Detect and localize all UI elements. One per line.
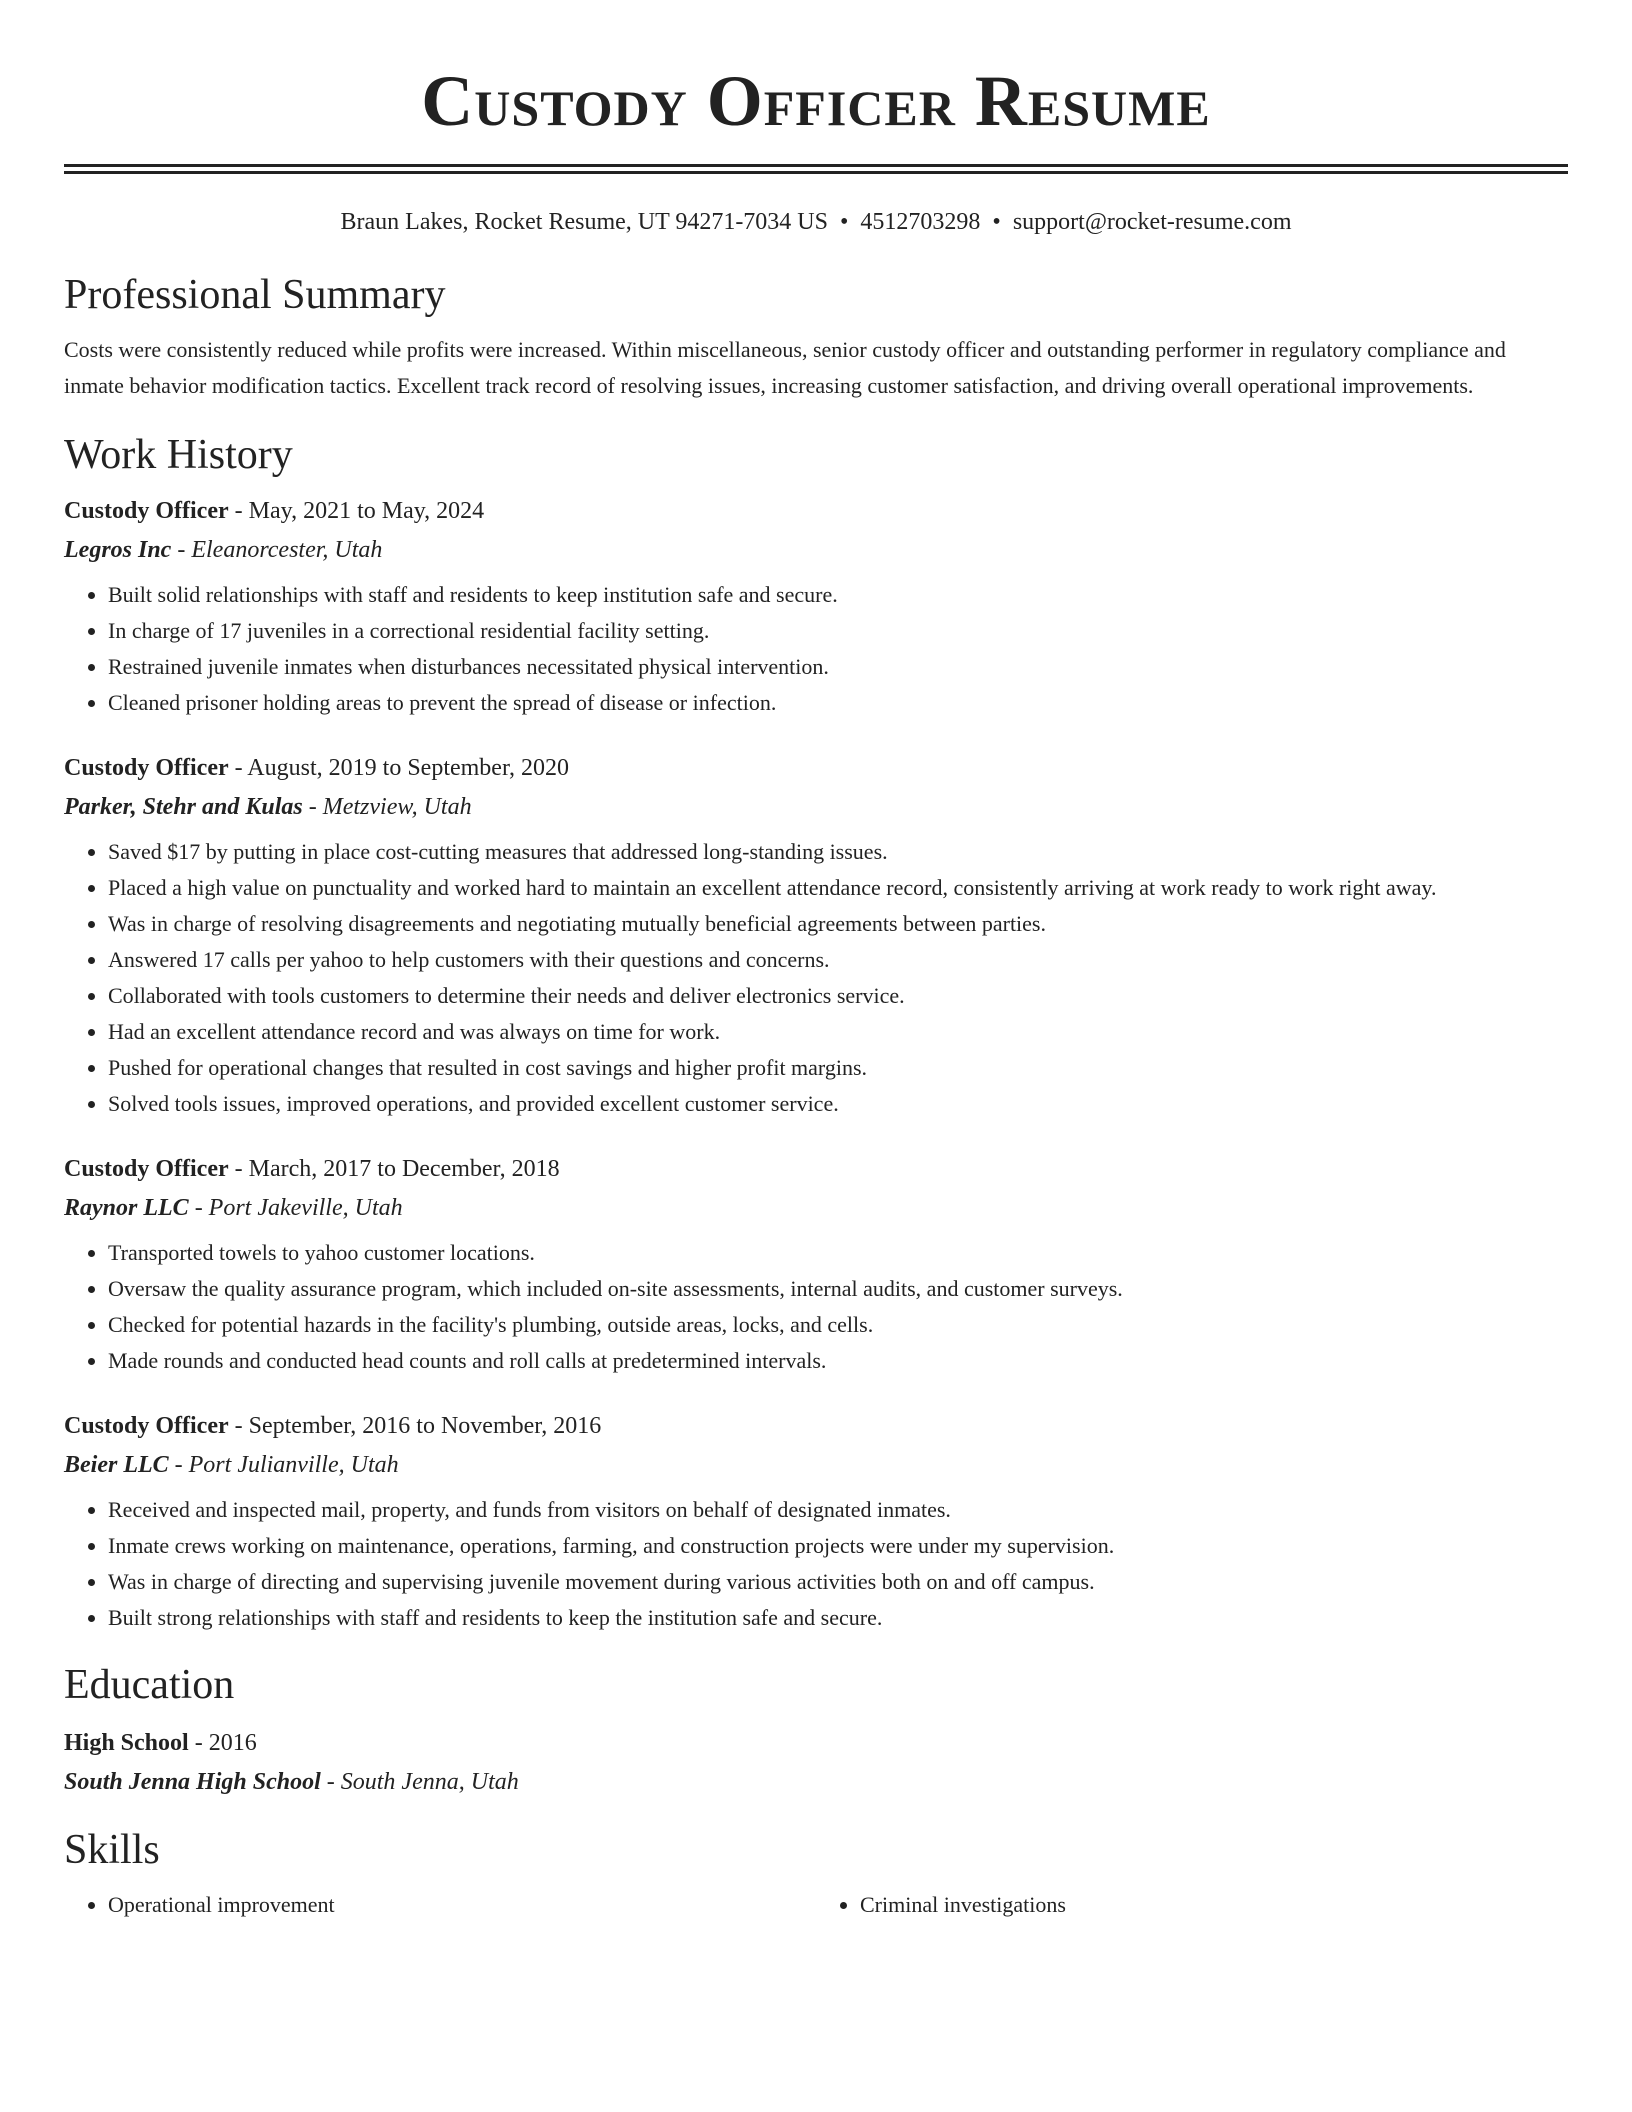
job-company: Beier LLC: [64, 1452, 169, 1478]
job-title: Custody Officer: [64, 498, 229, 524]
job-bullet: • In charge of 17 juveniles in a correctional residential facility setting.: [108, 613, 1568, 649]
job-entry: [64, 751, 1568, 1122]
work-history-heading: Work History: [64, 432, 293, 478]
skills-heading: Skills: [64, 1827, 160, 1873]
job-entry: [64, 494, 1568, 721]
job-bullet: • Saved $17 by putting in place cost-cutting measures that addressed long-standing issues.: [108, 834, 1568, 870]
job-title-line: [64, 1409, 1568, 1443]
job-location: - Eleanorcester, Utah: [171, 537, 383, 563]
job-dates: - May, 2021 to May, 2024: [228, 498, 485, 524]
skill-item: • Criminal investigations: [860, 1887, 1568, 1923]
job-bullet: • Received and inspected mail, property, and funds from visitors on behalf of designated inmates.: [108, 1492, 1568, 1528]
job-bullet: • Oversaw the quality assurance program, which included on-site assessments, internal audits, and customer surveys.: [108, 1271, 1568, 1307]
resume-title: Custody Officer Resume: [421, 61, 1211, 141]
job-bullet: • Placed a high value on punctuality and worked hard to maintain an excellent attendance record, consistently arriving at work ready to work right away.: [108, 870, 1568, 906]
education-degree-line: [64, 1726, 1568, 1760]
job-title-line: [64, 751, 1568, 785]
job-company-line: [64, 1448, 1568, 1482]
job-title: Custody Officer: [64, 1413, 229, 1439]
education-heading: Education: [64, 1662, 235, 1708]
job-location: - Port Julianville, Utah: [168, 1452, 399, 1478]
job-bullets: [64, 1492, 1568, 1636]
job-bullet: • Made rounds and conducted head counts and roll calls at predetermined intervals.: [108, 1343, 1568, 1379]
summary-text: Costs were consistently reduced while profits were increased. Within miscellaneous, senior custody officer and outstanding performer in regulatory compliance and inmate behavior modification tactics. Excellent track record of resolving issues, increasing customer satisfaction, and driving overall operational improvements.: [64, 337, 1506, 398]
job-bullet: • Checked for potential hazards in the facility's plumbing, outside areas, locks, and cells.: [108, 1307, 1568, 1343]
job-title: Custody Officer: [64, 755, 229, 781]
title-double-rule: [64, 164, 1568, 174]
job-entry: [64, 1409, 1568, 1636]
education-location: - South Jenna, Utah: [320, 1769, 519, 1795]
contact-line: [64, 206, 1568, 238]
job-bullet: • Answered 17 calls per yahoo to help customers with their questions and concerns.: [108, 942, 1568, 978]
education-school: South Jenna High School: [64, 1769, 321, 1795]
job-bullet: • Built strong relationships with staff and residents to keep the institution safe and secure.: [108, 1600, 1568, 1636]
skill-item: • Operational improvement: [108, 1887, 816, 1923]
job-company-line: [64, 1191, 1568, 1225]
job-bullet: • Was in charge of directing and supervising juvenile movement during various activities both on and off campus.: [108, 1564, 1568, 1600]
job-title: Custody Officer: [64, 1156, 229, 1182]
job-bullet: • Had an excellent attendance record and was always on time for work.: [108, 1014, 1568, 1050]
education-degree: High School: [64, 1730, 189, 1756]
job-company-line: [64, 790, 1568, 824]
job-company: Legros Inc: [64, 537, 172, 563]
summary-heading: Professional Summary: [64, 272, 446, 318]
contact-email: support@rocket-resume.com: [1012, 209, 1292, 235]
contact-phone: 4512703298: [860, 209, 981, 235]
resume-page: [64, 0, 1568, 1923]
job-company: Parker, Stehr and Kulas: [64, 794, 303, 820]
job-bullets: [64, 577, 1568, 721]
education-entry: [64, 1726, 1568, 1799]
job-bullet: • Transported towels to yahoo customer locations.: [108, 1235, 1568, 1271]
skills-list: [64, 1887, 1568, 1923]
job-bullets: [64, 834, 1568, 1122]
job-bullet: • Restrained juvenile inmates when disturbances necessitated physical intervention.: [108, 649, 1568, 685]
job-dates: - September, 2016 to November, 2016: [228, 1413, 602, 1439]
contact-separator: •: [840, 209, 849, 235]
job-entry: [64, 1152, 1568, 1379]
job-title-line: [64, 494, 1568, 528]
skills-column-left: [64, 1887, 816, 1923]
job-title-line: [64, 1152, 1568, 1186]
job-bullet: • Inmate crews working on maintenance, operations, farming, and construction projects were under my supervision.: [108, 1528, 1568, 1564]
education-year: - 2016: [188, 1730, 257, 1756]
job-company: Raynor LLC: [64, 1195, 189, 1221]
job-location: - Port Jakeville, Utah: [188, 1195, 403, 1221]
education-school-line: [64, 1765, 1568, 1799]
job-bullet: • Was in charge of resolving disagreements and negotiating mutually beneficial agreements between parties.: [108, 906, 1568, 942]
job-company-line: [64, 533, 1568, 567]
job-bullet: • Cleaned prisoner holding areas to prevent the spread of disease or infection.: [108, 685, 1568, 721]
job-location: - Metzview, Utah: [302, 794, 472, 820]
job-dates: - August, 2019 to September, 2020: [228, 755, 569, 781]
contact-separator: •: [992, 209, 1001, 235]
job-bullet: • Built solid relationships with staff and residents to keep institution safe and secure.: [108, 577, 1568, 613]
skills-column-right: [816, 1887, 1568, 1923]
job-dates: - March, 2017 to December, 2018: [228, 1156, 560, 1182]
job-bullets: [64, 1235, 1568, 1379]
contact-address: Braun Lakes, Rocket Resume, UT 94271-7034 US: [340, 209, 828, 235]
job-bullet: • Solved tools issues, improved operations, and provided excellent customer service.: [108, 1086, 1568, 1122]
job-bullet: • Collaborated with tools customers to determine their needs and deliver electronics service.: [108, 978, 1568, 1014]
job-bullet: • Pushed for operational changes that resulted in cost savings and higher profit margins.: [108, 1050, 1568, 1086]
